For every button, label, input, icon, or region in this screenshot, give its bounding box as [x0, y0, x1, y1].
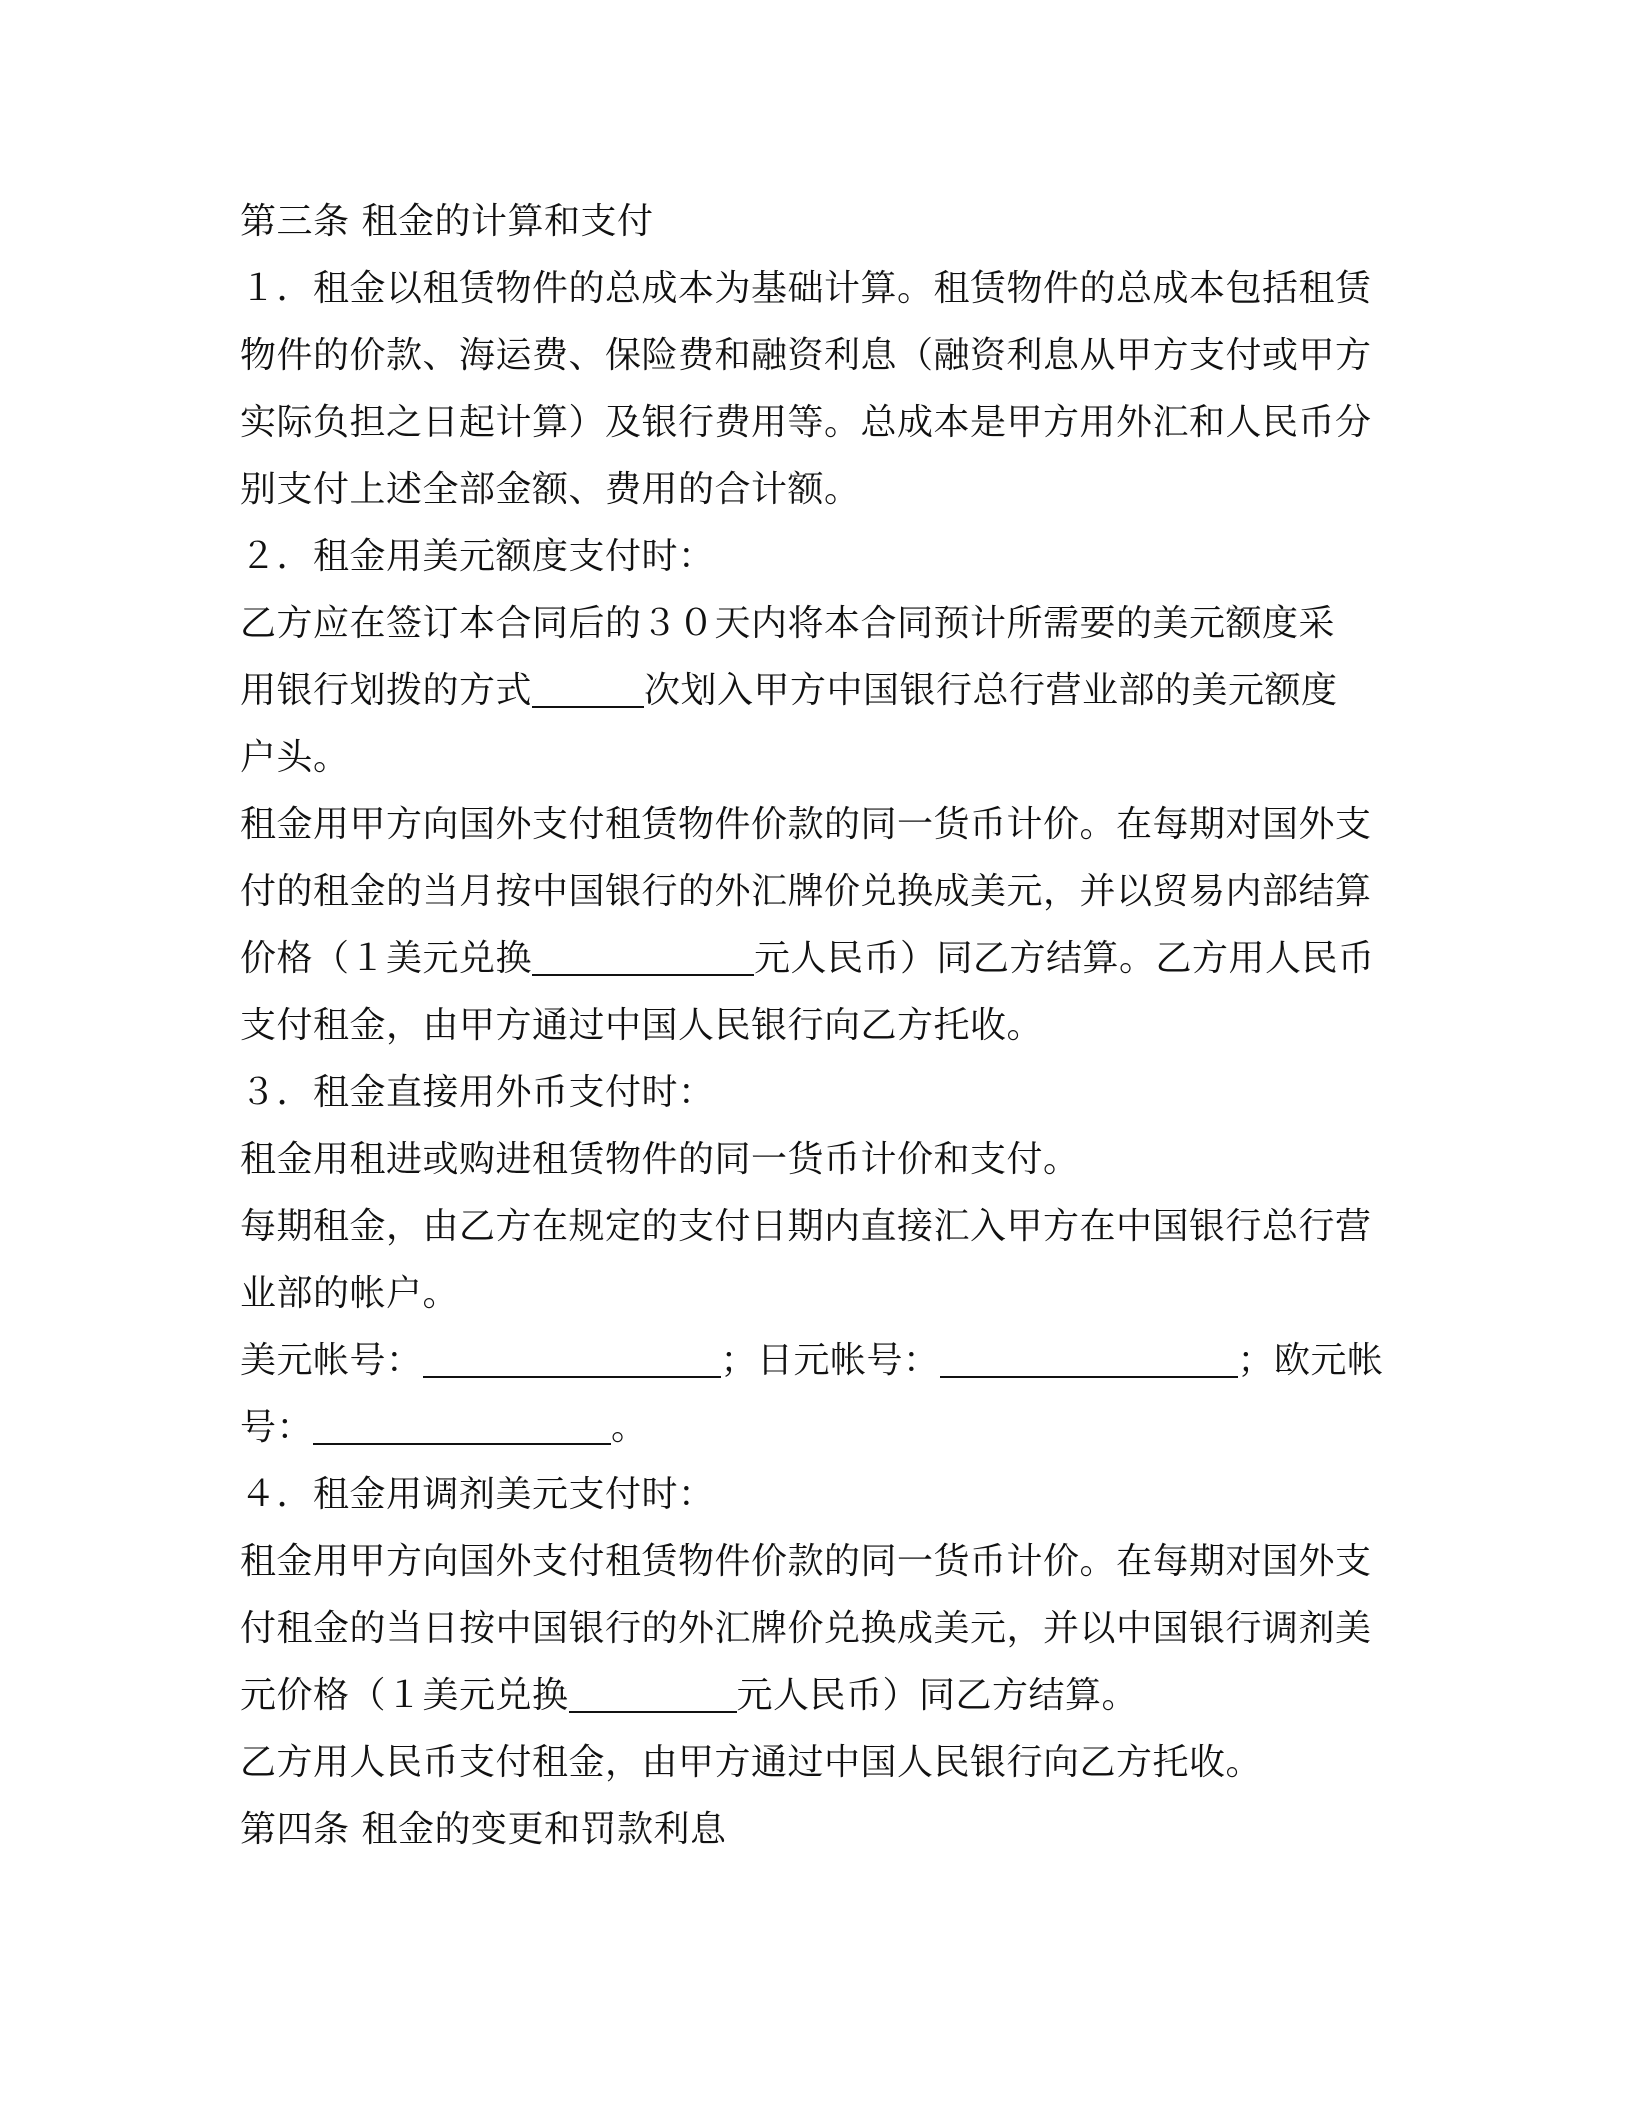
clause-1-line-2: 物件的价款、海运费、保险费和融资利息（融资利息从甲方支付或甲方	[240, 335, 1372, 376]
clause-4-line-4: 乙方用人民币支付租金，由甲方通过中国人民银行向乙方托收。	[240, 1742, 1263, 1783]
clause-2-b-line-3	[240, 925, 1400, 992]
account-numbers-line-2	[240, 1394, 1400, 1461]
jpy-account-label: ；日元帐号：	[720, 1340, 940, 1381]
clause-3-line-3: 业部的帐户。	[240, 1273, 460, 1314]
article-4-title: 第四条 租金的变更和罚款利息	[240, 1809, 727, 1850]
swap-rate-blank	[569, 1671, 737, 1713]
clause-2-a-line-2-post: 次划入甲方中国银行总行营业部的美元额度	[644, 670, 1338, 711]
article-3-title: 第三条 租金的计算和支付	[240, 201, 654, 242]
transfer-count-blank	[532, 666, 644, 708]
clause-2-a-line-2-pre: 用银行划拨的方式	[240, 670, 533, 711]
clause-4-line-3	[240, 1662, 1400, 1729]
clause-2-b-line-1: 租金用甲方向国外支付租赁物件价款的同一货币计价。在每期对国外支	[240, 804, 1372, 845]
eur-account-label: ；欧元帐	[1237, 1340, 1384, 1381]
clause-2-a-line-1: 乙方应在签订本合同后的３０天内将本合同预计所需要的美元额度采	[240, 603, 1336, 644]
clause-1-line-1: １．租金以租赁物件的总成本为基础计算。租赁物件的总成本包括租赁	[240, 268, 1372, 309]
clause-3-line-1: 租金用租进或购进租赁物件的同一货币计价和支付。	[240, 1139, 1080, 1180]
clause-4-line-3-post: 元人民币）同乙方结算。	[736, 1675, 1139, 1716]
internal-rate-blank	[532, 934, 754, 976]
clause-1-line-4: 别支付上述全部金额、费用的合计额。	[240, 469, 861, 510]
clause-2-b-line-2: 付的租金的当月按中国银行的外汇牌价兑换成美元，并以贸易内部结算	[240, 871, 1372, 912]
clause-2-b-line-3-post: 元人民币）同乙方结算。乙方用人民币	[754, 938, 1375, 979]
clause-1-line-3: 实际负担之日起计算）及银行费用等。总成本是甲方用外汇和人民币分	[240, 402, 1372, 443]
clause-4-line-2: 付租金的当日按中国银行的外汇牌价兑换成美元，并以中国银行调剂美	[240, 1608, 1372, 1649]
clause-2-a-line-3: 户头。	[240, 737, 350, 778]
clause-2-b-line-4: 支付租金，由甲方通过中国人民银行向乙方托收。	[240, 1005, 1044, 1046]
clause-4-heading: ４．租金用调剂美元支付时：	[240, 1474, 715, 1515]
usd-account-blank	[423, 1336, 721, 1378]
jpy-account-blank	[940, 1336, 1238, 1378]
clause-2-heading: ２．租金用美元额度支付时：	[240, 536, 715, 577]
clause-2-b-line-3-pre: 价格（１美元兑换	[240, 938, 533, 979]
eur-account-blank	[313, 1403, 611, 1445]
clause-3-line-2: 每期租金，由乙方在规定的支付日期内直接汇入甲方在中国银行总行营	[240, 1206, 1372, 1247]
account-line-end: 。	[611, 1407, 648, 1448]
clause-2-a-line-2	[240, 657, 1400, 724]
clause-4-line-1: 租金用甲方向国外支付租赁物件价款的同一货币计价。在每期对国外支	[240, 1541, 1372, 1582]
clause-4-line-3-pre: 元价格（１美元兑换	[240, 1675, 569, 1716]
account-numbers-line	[240, 1327, 1400, 1394]
contract-page	[240, 188, 1400, 1863]
eur-account-label-cont: 号：	[240, 1407, 314, 1448]
usd-account-label: 美元帐号：	[240, 1340, 423, 1381]
clause-3-heading: ３．租金直接用外币支付时：	[240, 1072, 715, 1113]
